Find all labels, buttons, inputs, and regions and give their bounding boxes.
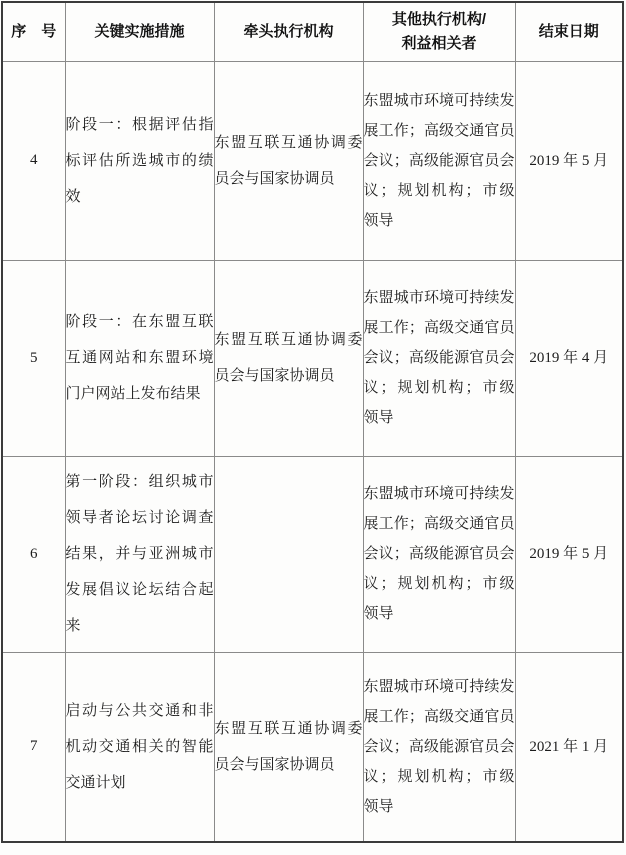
- header-cell-others: [363, 2, 515, 61]
- implementation-measures-table: [1, 1, 624, 843]
- header-label-lead: 牵头执行机构: [243, 22, 334, 40]
- cell-seq: 5: [2, 260, 65, 456]
- header-label-others-line1: 其他执行机构/: [391, 10, 487, 28]
- header-cell-seq: [2, 2, 65, 61]
- cell-measure: 第一阶段：组织城市领导者论坛讨论调查结果，并与亚洲城市发展倡议论坛结合起来: [65, 456, 214, 652]
- cell-other-agencies: 东盟城市环境可持续发展工作；高级交通官员会议；高级能源官员会议；规划机构；市级领导: [363, 61, 515, 260]
- table-row: [2, 456, 623, 652]
- cell-end-date: 2019 年 5 月: [515, 61, 623, 260]
- header-cell-end-date: [515, 2, 623, 61]
- cell-end-date: 2019 年 5 月: [515, 456, 623, 652]
- cell-end-date: 2021 年 1 月: [515, 652, 623, 842]
- table-row: [2, 61, 623, 260]
- header-cell-measure: [65, 2, 214, 61]
- header-label-seq: 序 号: [11, 22, 57, 40]
- cell-lead-agency: 东盟互联互通协调委员会与国家协调员: [214, 652, 363, 842]
- header-label-end-date: 结束日期: [538, 22, 599, 40]
- cell-seq: 7: [2, 652, 65, 842]
- cell-lead-agency: 东盟互联互通协调委员会与国家协调员: [214, 61, 363, 260]
- table-header-row: [2, 2, 623, 61]
- cell-seq: 6: [2, 456, 65, 652]
- cell-lead-agency: 东盟互联互通协调委员会与国家协调员: [214, 260, 363, 456]
- cell-measure: 阶段一：根据评估指标评估所选城市的绩效: [65, 61, 214, 260]
- cell-other-agencies: 东盟城市环境可持续发展工作；高级交通官员会议；高级能源官员会议；规划机构；市级领导: [363, 652, 515, 842]
- cell-lead-agency: [214, 456, 363, 652]
- cell-measure: 启动与公共交通和非机动交通相关的智能交通计划: [65, 652, 214, 842]
- table-row: [2, 652, 623, 842]
- cell-other-agencies: 东盟城市环境可持续发展工作；高级交通官员会议；高级能源官员会议；规划机构；市级领导: [363, 456, 515, 652]
- cell-seq: 4: [2, 61, 65, 260]
- cell-end-date: 2019 年 4 月: [515, 260, 623, 456]
- header-label-measure: 关键实施措施: [94, 22, 185, 40]
- cell-other-agencies: 东盟城市环境可持续发展工作；高级交通官员会议；高级能源官员会议；规划机构；市级领导: [363, 260, 515, 456]
- header-cell-lead: [214, 2, 363, 61]
- table-row: [2, 260, 623, 456]
- header-label-others-line2: 利益相关者: [401, 34, 477, 52]
- cell-measure: 阶段一：在东盟互联互通网站和东盟环境门户网站上发布结果: [65, 260, 214, 456]
